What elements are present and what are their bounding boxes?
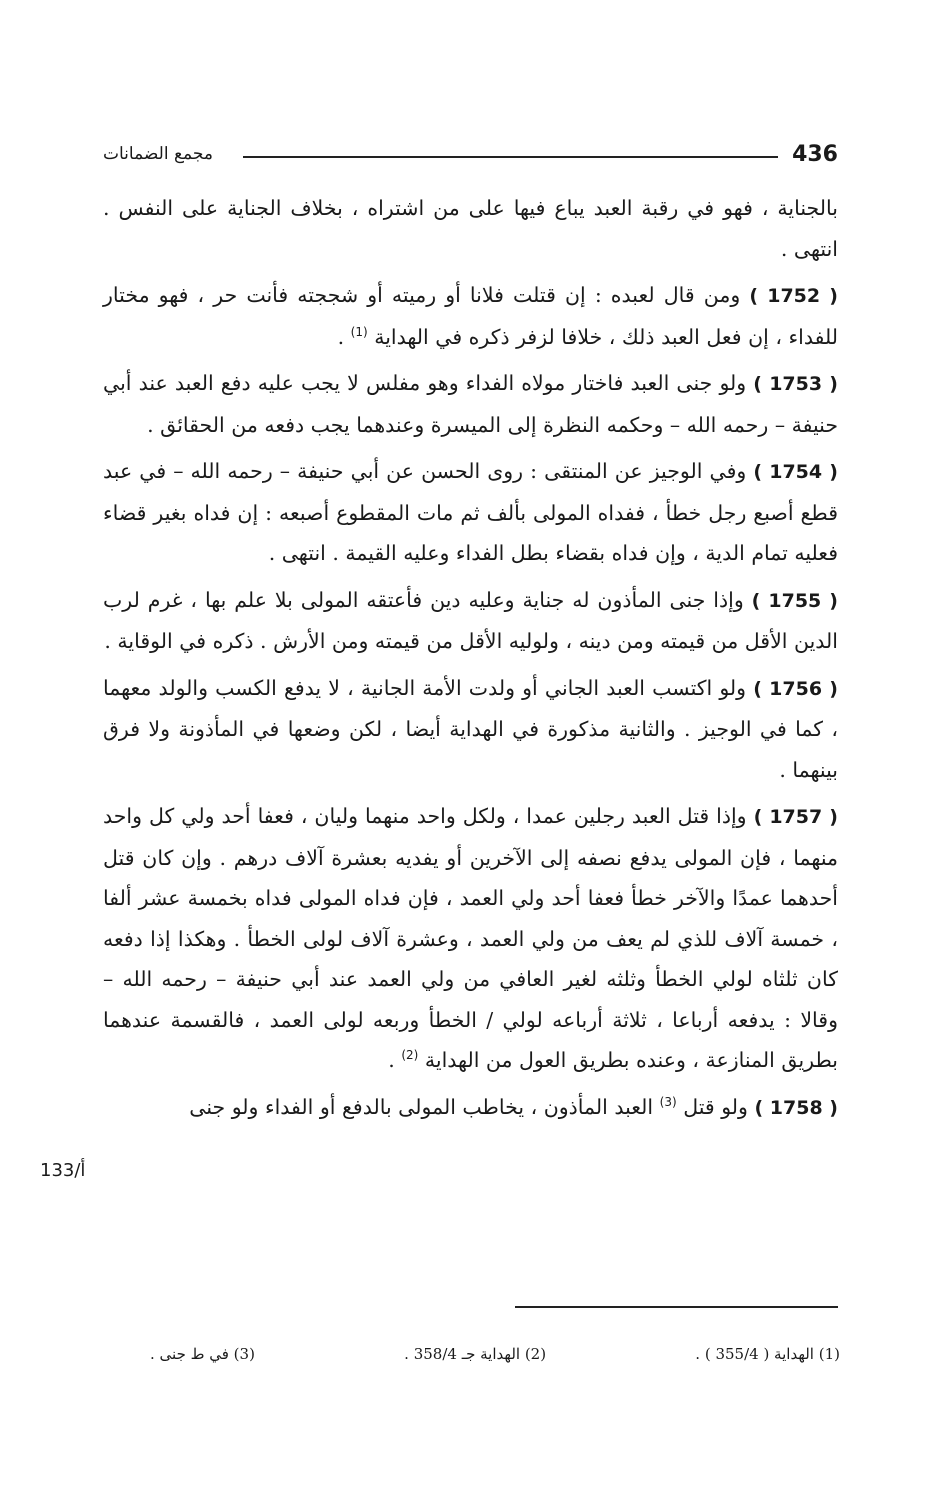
footnote-rule [515,1306,838,1308]
paragraph-tail: . [337,324,351,349]
paragraph-number: ( 1756 ) [753,677,838,700]
paragraph-1758 [103,1087,838,1129]
paragraph-number: ( 1752 ) [749,285,838,307]
footnote-3: (3) في ط جنى . [150,1345,255,1363]
body-text [103,188,838,1134]
paragraph-text: وفي الوجيز عن المنتقى : روى الحسن عن أبي حنيفة – رحمه الله – في عبد قطع أصبع رجل خطأ ، ففداه المولى بألف ثم مات المقطوع أصبعه : إن فداه بغير قضاء فعليه تمام الدية ، وإن فداه بقضاء بطل الفداء وعليه القيمة . انتهى . [103,459,838,565]
paragraph-number: ( 1753 ) [753,373,838,395]
footnote-marker: (2) [401,1048,419,1063]
footnote-1: (1) الهداية ( 355/4 ) . [695,1345,840,1363]
paragraph-1755 [103,580,838,662]
page-number: 436 [792,142,838,167]
manuscript-folio-note: 133/أ [40,1160,86,1181]
footnote-marker: (3) [659,1094,677,1109]
paragraph-tail: العبد المأذون ، يخاطب المولى بالدفع أو الفداء ولو جنى [189,1094,660,1119]
paragraph-number: ( 1754 ) [753,461,838,483]
header-rule [243,156,778,158]
paragraph-text: ولو جنى العبد فاختار مولاه الفداء وهو مفلس لا يجب عليه دفع العبد عند أبي حنيفة – رحمه الله – وحكمه النظرة إلى الميسرة وعندهما يجب دفعه من الحقائق . [103,371,838,437]
footnote-2: (2) الهداية جـ 358/4 . [404,1345,547,1363]
paragraph-number: ( 1758 ) [754,1096,838,1119]
paragraph-text: بالجناية ، فهو في رقبة العبد يباع فيها على من اشتراه ، بخلاف الجناية على النفس . انتهى . [103,196,838,261]
paragraph-number: ( 1757 ) [753,806,838,828]
paragraph-tail: . [388,1048,402,1072]
page-header [103,140,838,174]
paragraph-1757 [103,796,838,1081]
footnote-marker: (1) [350,324,368,339]
paragraph-number: ( 1755 ) [751,589,838,612]
paragraph-1754 [103,451,838,574]
paragraph-1756 [103,668,838,791]
paragraph-1753 [103,363,838,445]
footnotes [150,1345,840,1363]
running-title: مجمع الضمانات [103,144,213,164]
paragraph-text: ومن قال لعبده : إن قتلت فلانا أو رميته أو شججته فأنت حر ، فهو مختار للفداء ، إن فعل العبد ذلك ، خلافا لزفر ذكره في الهداية [103,283,838,349]
paragraph-continuation [103,188,838,269]
paragraph-1752 [103,275,838,357]
paragraph-text: ولو قتل [683,1094,748,1119]
paragraph-text: ولو اكتسب العبد الجاني أو ولدت الأمة الجانية ، لا يدفع الكسب والولد معهما ، كما في الوجيز . والثانية مذكورة في الهداية أيضا ، لكن وضعها في المأذونة ولا فرق بينهما . [103,675,838,782]
paragraph-text: وإذا جنى المأذون له جناية وعليه دين فأعتقه المولى بلا علم بها ، غرم لرب الدين الأقل من قيمته ومن دينه ، ولوليه الأقل من قيمته ومن الأرش . ذكره في الوقاية . [103,587,838,653]
paragraph-text: وإذا قتل العبد رجلين عمدا ، ولكل واحد منهما وليان ، فعفا أحد ولي كل واحد منهما ، فإن المولى يدفع نصفه إلى الآخرين أو يفديه بعشرة آلاف درهم . وإن كان قتل أحدهما عمدًا والآخر خطأ فعفا أحد ولي العمد ، فإن فداه المولى فداه بخمسة عشر ألفا ، خمسة آلاف للذي لم يعف من ولي العمد ، وعشرة آلاف لولى الخطأ . وهكذا إذا دفعه كان ثلثاه لولي الخطأ وثلثه لغير العافي من ولي العمد عند أبي حنيفة – رحمه الله – وقالا : يدفعه أرباعا ، ثلاثة أرباعه لولي / الخطأ وربعه لولى العمد ، فالقسمة عندهما بطريق المنازعة ، وعنده بطريق العول من الهداية [103,804,838,1072]
